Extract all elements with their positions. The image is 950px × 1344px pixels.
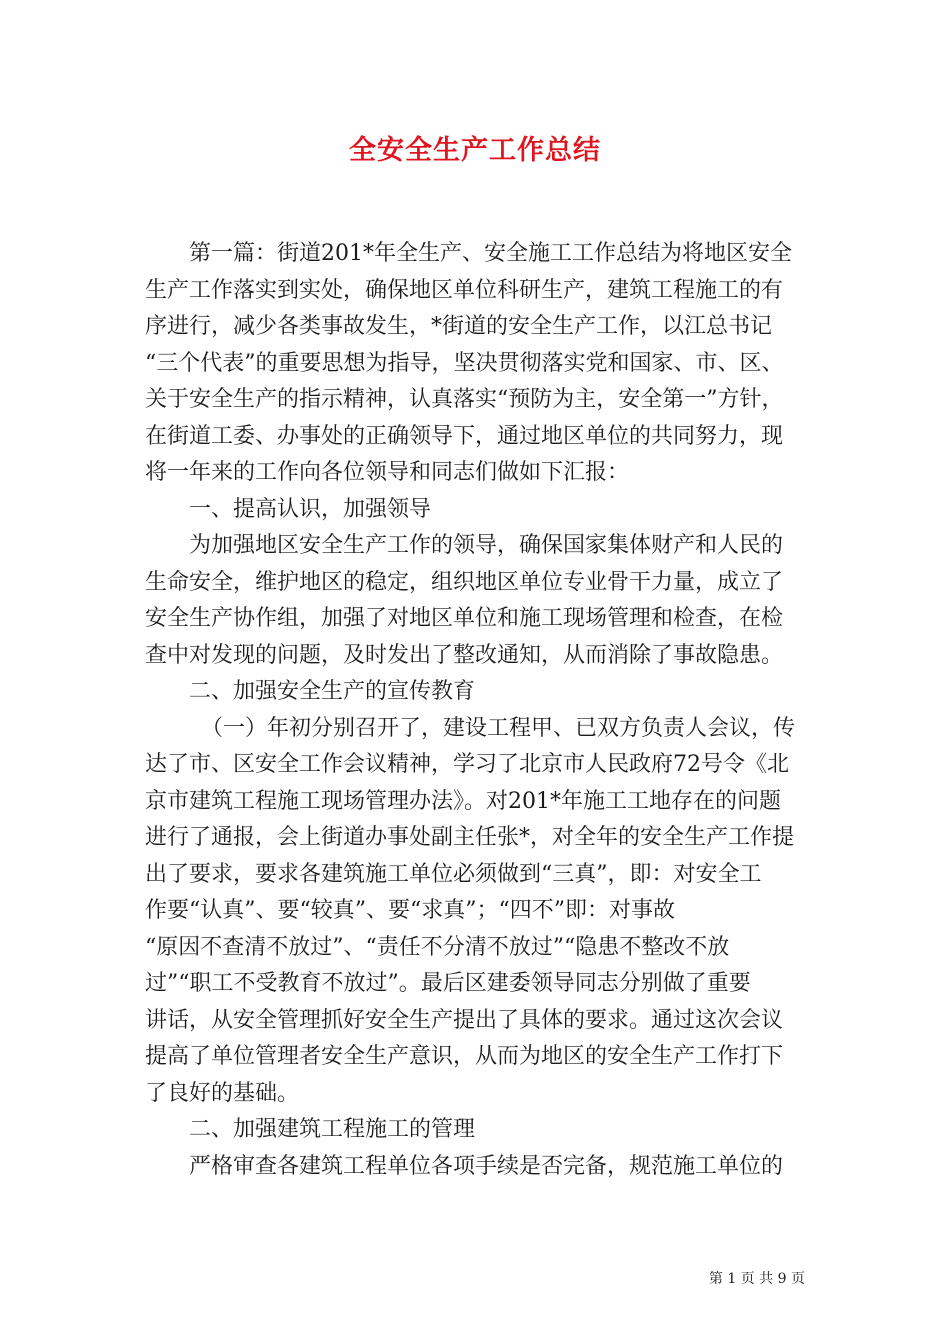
paragraph-line: 出了要求，要求各建筑施工单位必须做到“三真”，即：对安全工 — [145, 861, 762, 887]
paragraph-line: 提高了单位管理者安全生产意识，从而为地区的安全生产工作打下 — [145, 1044, 784, 1069]
paragraph-line: 在街道工委、办事处的正确领导下，通过地区单位的共同努力，现 — [145, 423, 784, 449]
paragraph-line: 安全生产协作组，加强了对地区单位和施工现场管理和检查，在检 — [145, 606, 784, 631]
document-body — [145, 236, 805, 1185]
paragraph-line: 过”“职工不受教育不放过”。最后区建委领导同志分别做了重要 — [145, 971, 751, 996]
section-heading: 二、加强建筑工程施工的管理 — [189, 1117, 476, 1142]
paragraph-line: 讲话，从安全管理抓好安全生产提出了具体的要求。通过这次会议 — [145, 1007, 784, 1033]
paragraph-line: 关于安全生产的指示精神，认真落实“预防为主，安全第一”方针， — [145, 387, 784, 412]
page-number: 第 1 页 共 9 页 — [708, 1271, 805, 1287]
paragraph-line: “三个代表”的重要思想为指导，坚决贯彻落实党和国家、市、区、 — [145, 350, 784, 376]
paragraph-line: 严格审查各建筑工程单位各项手续是否完备，规范施工单位的 — [189, 1153, 784, 1179]
paragraph-line: 作要“认真”、要“较真”、要“求真”；“四不”即：对事故 — [145, 898, 675, 923]
paragraph-line: 达了市、区安全工作会议精神，学习了北京市人民政府72号令《北 — [145, 752, 789, 777]
paragraph-line: 了良好的基础。 — [145, 1080, 300, 1106]
paragraph-line: 第一篇：街道201*年全生产、安全施工工作总结为将地区安全 — [189, 241, 792, 266]
paragraph-line: 为加强地区安全生产工作的领导，确保国家集体财产和人民的 — [189, 533, 784, 558]
paragraph-line: 京市建筑工程施工现场管理办法》。对201*年施工工地存在的问题 — [145, 788, 781, 814]
paragraph-line: 将一年来的工作向各位领导和同志们做如下汇报： — [145, 460, 630, 485]
paragraph-line: 生产工作落实到实处，确保地区单位科研生产，建筑工程施工的有 — [145, 277, 784, 303]
paragraph-line: “原因不查清不放过”、“责任不分清不放过”“隐患不整改不放 — [145, 934, 730, 960]
paragraph-line: 序进行，减少各类事故发生，*街道的安全生产工作，以江总书记 — [145, 314, 773, 339]
paragraph-line: 查中对发现的问题，及时发出了整改通知，从而消除了事故隐患。 — [145, 642, 784, 668]
section-heading: 一、提高认识，加强领导 — [189, 496, 432, 522]
document-title: 全安全生产工作总结 — [349, 135, 601, 166]
paragraph-line: （一）年初分别召开了，建设工程甲、已双方负责人会议，传 — [201, 715, 796, 741]
paragraph-line: 生命安全，维护地区的稳定，组织地区单位专业骨干力量，成立了 — [145, 569, 784, 595]
section-heading: 二、加强安全生产的宣传教育 — [189, 679, 476, 704]
paragraph-line: 进行了通报，会上街道办事处副主任张*，对全年的安全生产工作提 — [145, 825, 795, 850]
